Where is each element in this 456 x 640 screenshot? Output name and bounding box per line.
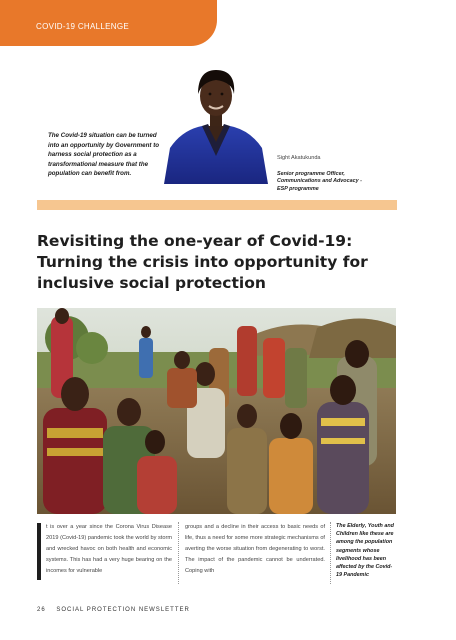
publication-name: SOCIAL PROTECTION NEWSLETTER — [56, 607, 190, 613]
body-column-1: t is over a year since the Corona Virus Disease 2019 (Covid-19) pandemic took the world by storm and wrecked havoc on both health and economic systems. This has had a very huge bearing on the incomes for vulnerable — [46, 524, 172, 575]
highlight-bar — [37, 200, 397, 210]
drop-cap — [37, 523, 41, 580]
section-tab-label: COVID-19 CHALLENGE — [36, 22, 129, 31]
column-divider — [330, 522, 331, 584]
photo-caption: The Elderly, Youth and Children like these are among the population segments whose livelihood has been affected by the Covid-19 Pandemic — [336, 523, 394, 579]
column-divider — [178, 522, 179, 584]
author-portrait — [162, 60, 270, 184]
author-title: Senior programme Officer, Communications and Advocacy - ESP programme — [277, 171, 362, 192]
section-tab — [0, 0, 217, 46]
feature-photo — [37, 308, 396, 514]
headline: Revisiting the one-year of Covid-19: Turning the crisis into opportunity for inclusive social protection — [37, 232, 368, 292]
pull-quote: The Covid-19 situation can be turned into an opportunity by Government to harness social protection as a transformational measure that the population can benefit from. — [48, 132, 160, 178]
body-column-2: groups and a decline in their access to basic needs of life, thus a need for some more strategic mechanisms of averting the worse situation from degenerating to worst. The impact of the pandemic cannot be underrated. Coping with — [185, 524, 325, 575]
author-name: Sight Akatukunda — [277, 155, 321, 161]
page-number: 26 — [37, 607, 46, 613]
page-footer — [37, 607, 190, 613]
